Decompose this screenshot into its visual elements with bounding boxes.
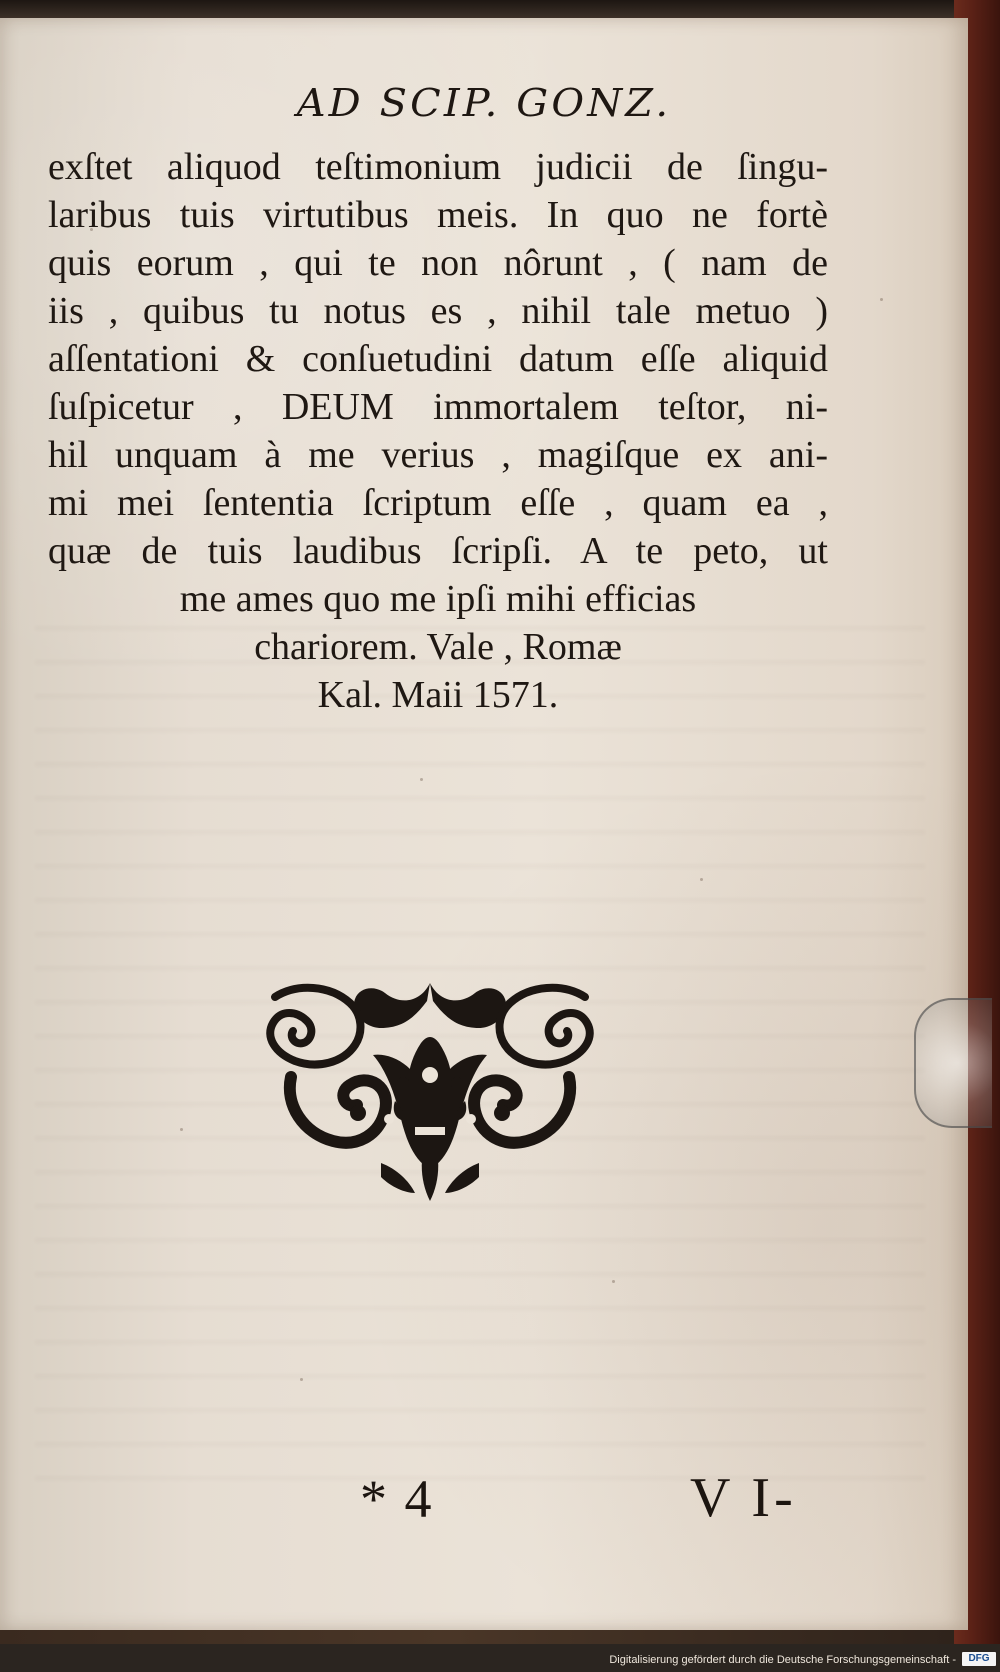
text-line: Kal. Maii 1571.: [317, 674, 559, 716]
funding-notice: Digitalisierung gefördert durch die Deutsche Forschungsgemeinschaft -: [609, 1654, 956, 1666]
text-line: mi mei ſententia ſcriptum eſſe , quam ea ,: [48, 482, 828, 524]
digitization-footer: [0, 1644, 1000, 1672]
paper-speck: [700, 878, 703, 881]
text-line: chariorem. Vale , Romæ: [254, 626, 622, 668]
glass-page-clip: [914, 998, 992, 1128]
text-line: quæ de tuis laudibus ſcripſi. A te peto, ut: [48, 530, 828, 572]
paper-speck: [300, 1378, 303, 1381]
body-text: [48, 143, 828, 719]
text-line: exſtet aliquod teſtimonium judicii de ſingu-: [48, 146, 828, 188]
signature-mark: * 4: [360, 1469, 434, 1529]
paper-speck: [612, 1280, 615, 1283]
text-line: ſuſpicetur , DEUM immortalem teſtor, ni-: [48, 386, 828, 428]
paper-speck: [420, 778, 423, 781]
text-line: hil unquam à me verius , magiſque ex ani-: [48, 434, 828, 476]
book-page: [0, 18, 968, 1630]
text-line: laribus tuis virtutibus meis. In quo ne fortè: [48, 194, 828, 236]
paper-speck: [180, 1128, 183, 1131]
printers-ornament: [255, 973, 605, 1213]
text-line: me ames quo me ipſi mihi efficias: [179, 578, 697, 620]
dfg-badge: DFG: [962, 1652, 996, 1666]
catchword: V I-: [690, 1467, 797, 1529]
text-line: quis eorum , qui te non nôrunt , ( nam de: [48, 242, 828, 284]
text-line: aſſentationi & conſuetudini datum eſſe aliquid: [48, 338, 828, 380]
text-line: iis , quibus tu notus es , nihil tale metuo ): [48, 290, 828, 332]
running-head: AD SCIP. GONZ.: [296, 81, 672, 125]
paper-speck: [880, 298, 883, 301]
